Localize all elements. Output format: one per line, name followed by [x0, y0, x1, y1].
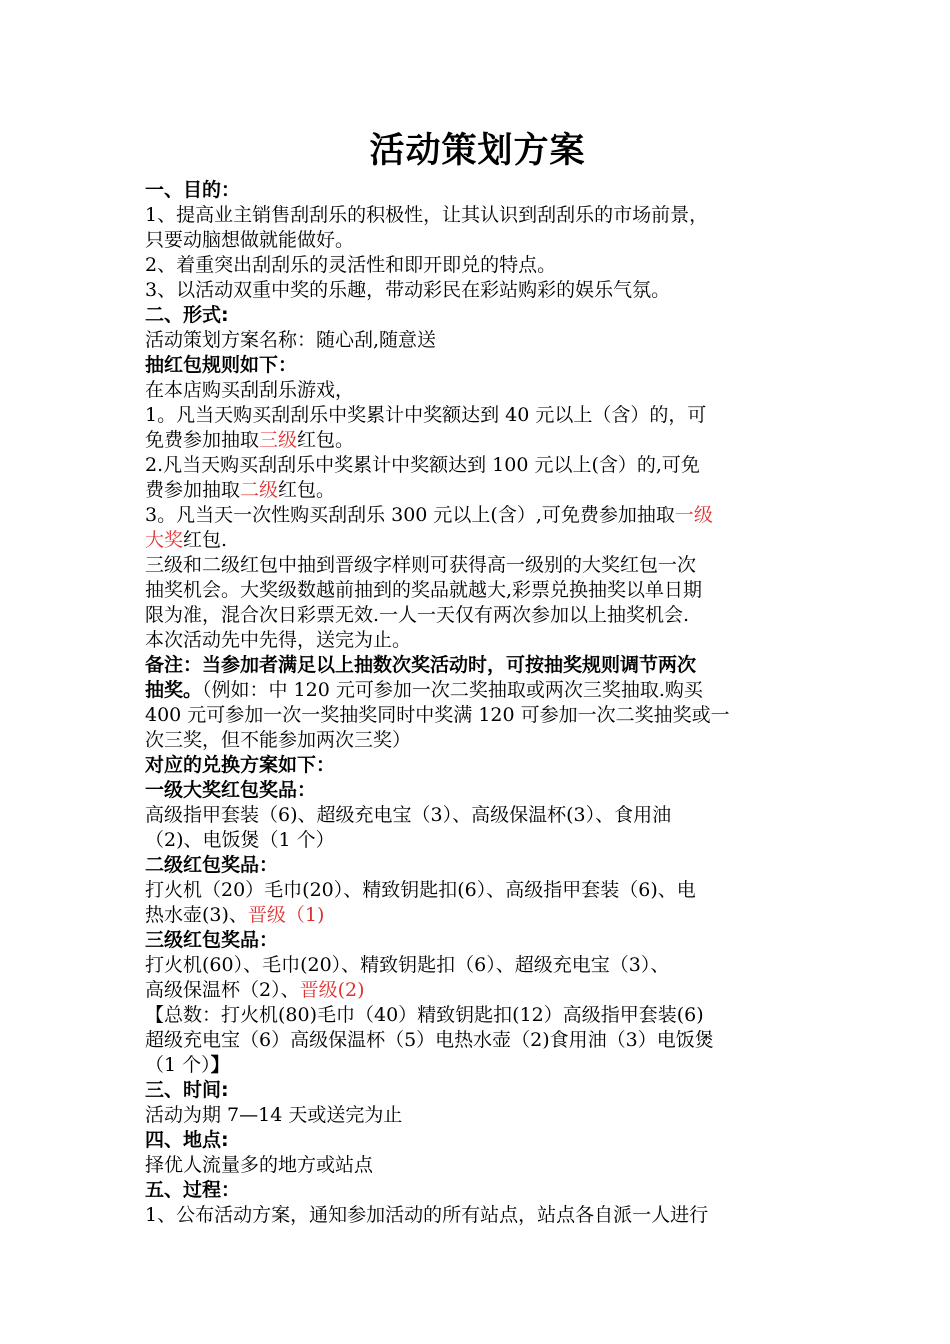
level-2-prizes-b [145, 903, 810, 928]
section-heading-purpose: 一、目的： [145, 179, 241, 201]
rule-1-line-b [145, 428, 810, 453]
rule-2-level-highlight: 二级 [240, 479, 279, 501]
rule-1-suffix: 红包。 [297, 429, 355, 451]
rule-2-line-a: 2.凡当天购买刮刮乐中奖累计中奖额达到 100 元以上(含）的,可免 [145, 454, 700, 476]
totals-line-c [145, 1053, 810, 1078]
rule-1-level-highlight: 三级 [259, 429, 298, 451]
location-body: 择优人流量多的地方或站点 [145, 1154, 374, 1176]
rule-3-suffix: 红包. [183, 529, 228, 551]
note-example-text: （例如：中 120 元可参加一次二奖抽取或两次三奖抽取.购买 [202, 679, 703, 701]
rule-1-text: 免费参加抽取 [145, 429, 260, 451]
level-1-prizes-b: （2)、电饭煲（1 个） [145, 829, 335, 851]
totals-text: （1 个） [145, 1054, 211, 1076]
level-2-prizes-text: 热水壶(3)、 [145, 904, 248, 926]
level-3-prize-heading: 三级红包奖品： [145, 929, 279, 951]
exchange-heading: 对应的兑换方案如下： [145, 754, 336, 776]
rule-3-text: 3。凡当天一次性购买刮刮乐 300 元以上(含）,可免费参加抽取 [145, 504, 675, 526]
rule-2-suffix: 红包。 [278, 479, 336, 501]
section-heading-process: 五、过程： [145, 1179, 241, 1201]
promotion-paragraph-c: 限为准，混合次日彩票无效.一人一天仅有两次参加以上抽奖机会. [145, 604, 690, 626]
level-2-upgrade-highlight: 晋级（1) [247, 904, 325, 926]
rules-intro: 在本店购买刮刮乐游戏， [145, 379, 355, 401]
note-line-a: 备注：当参加者满足以上抽数次奖活动时，可按抽奖规则调节两次 [145, 654, 697, 676]
level-3-prizes-a: 打火机(60）、毛巾(20）、精致钥匙扣（6）、超级充电宝（3）、 [145, 954, 670, 976]
totals-bracket: 】 [210, 1054, 230, 1076]
purpose-item-1: 1、提高业主销售刮刮乐的积极性，让其认识到刮刮乐的市场前景， [145, 204, 709, 226]
rule-2-text: 费参加抽取 [145, 479, 241, 501]
note-line-b [145, 678, 810, 703]
level-3-prizes-b [145, 978, 810, 1003]
section-heading-form: 二、形式: [145, 304, 229, 326]
process-item-1: 1、公布活动方案，通知参加活动的所有站点，站点各自派一人进行 [145, 1204, 709, 1226]
totals-line-a: 【总数：打火机(80)毛巾（40）精致钥匙扣(12）高级指甲套装(6) [145, 1004, 704, 1026]
totals-line-b: 超级充电宝（6）高级保温杯（5）电热水壶（2)食用油（3）电饭煲 [145, 1029, 714, 1051]
rule-2-line-b [145, 478, 810, 503]
rule-3-level-highlight: 一级 [674, 504, 713, 526]
level-1-prizes-a: 高级指甲套装（6)、超级充电宝（3）、高级保温杯(3）、食用油 [145, 804, 672, 826]
level-2-prizes-a: 打火机（20）毛巾(20）、精致钥匙扣(6）、高级指甲套装（6)、电 [145, 879, 696, 901]
level-3-upgrade-highlight: 晋级(2) [299, 979, 365, 1001]
rule-3-line-b [145, 528, 810, 553]
note-bold-text: 抽奖。 [145, 679, 203, 701]
rule-3-line-a [145, 503, 810, 528]
purpose-item-1-cont: 只要动脑想做就能做好。 [145, 229, 355, 251]
rule-1-line-a: 1。凡当天购买刮刮乐中奖累计中奖额达到 40 元以上（含）的，可 [145, 404, 707, 426]
promotion-paragraph-a: 三级和二级红包中抽到晋级字样则可获得高一级别的大奖红包一次 [145, 554, 697, 576]
section-heading-time: 三、时间: [145, 1079, 229, 1101]
campaign-name-line: 活动策划方案名称：随心刮,随意送 [145, 329, 437, 351]
note-line-d: 次三奖，但不能参加两次三奖） [145, 729, 412, 751]
level-1-prize-heading: 一级大奖红包奖品： [145, 779, 317, 801]
rules-heading: 抽红包规则如下： [145, 354, 298, 376]
page-title: 活动策划方案 [369, 131, 586, 171]
promotion-paragraph-d: 本次活动先中先得，送完为止。 [145, 629, 412, 651]
purpose-item-2: 2、着重突出刮刮乐的灵活性和即开即兑的特点。 [145, 254, 557, 276]
level-2-prize-heading: 二级红包奖品： [145, 854, 279, 876]
document-page [145, 128, 810, 1228]
note-line-c: 400 元可参加一次一奖抽奖同时中奖满 120 可参加一次二奖抽奖或一 [145, 704, 730, 726]
purpose-item-3: 3、以活动双重中奖的乐趣，带动彩民在彩站购彩的娱乐气氛。 [145, 279, 671, 301]
promotion-paragraph-b: 抽奖机会。大奖级数越前抽到的奖品就越大,彩票兑换抽奖以单日期 [145, 579, 703, 601]
rule-3-grand-highlight: 大奖 [145, 529, 184, 551]
level-3-prizes-text: 高级保温杯（2）、 [145, 979, 300, 1001]
time-body: 活动为期 7—14 天或送完为止 [145, 1104, 403, 1126]
section-heading-location: 四、地点: [145, 1129, 229, 1151]
